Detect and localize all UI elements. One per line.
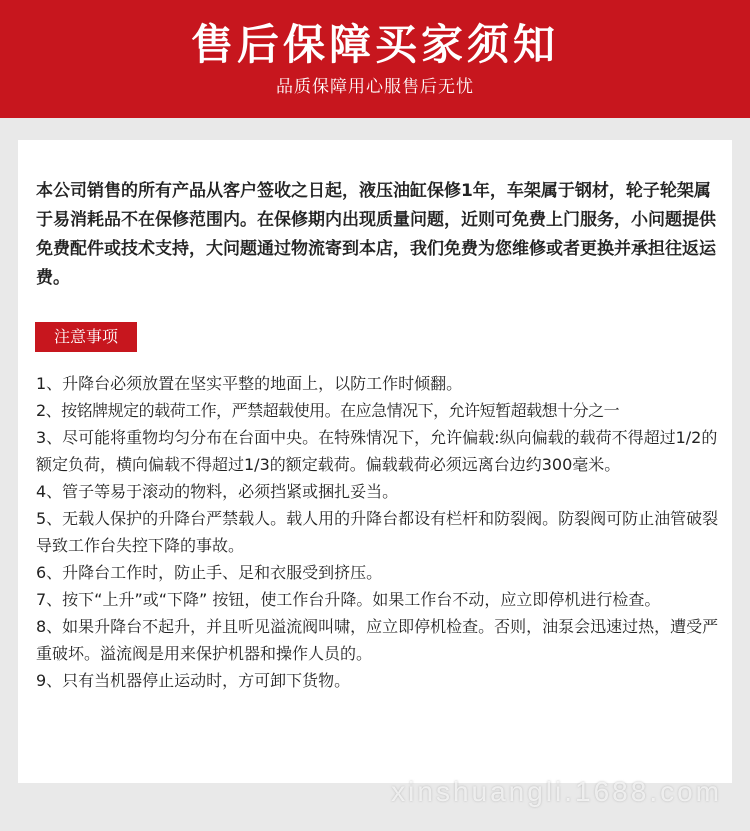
warranty-intro: 本公司销售的所有产品从客户签收之日起，液压油缸保修1年，车架属于钢材，轮子轮架属于易消耗品不在保修范围内。在保修期内出现质量问题，近则可免费上门服务，小问题提供免费配件或技术支持，大问题通过物流寄到本店，我们免费为您维修或者更换并承担往返运费。 [36, 181, 716, 288]
content-card [18, 140, 732, 783]
watermark-text: xinshuangli.1688.com [391, 776, 722, 807]
header-banner [0, 0, 750, 118]
notice-item: 6、升降台工作时，防止手、足和衣服受到挤压。 [36, 563, 383, 582]
notice-item: 1、升降台必须放置在坚实平整的地面上，以防工作时倾翻。 [36, 374, 463, 393]
notice-item: 8、如果升降台不起升，并且听见溢流阀叫啸，应立即停机检查。否则，油泵会迅速过热，遭受严重破坏。溢流阀是用来保护机器和操作人员的。 [36, 617, 719, 663]
notice-item: 5、无载人保护的升降台严禁载人。载人用的升降台都设有栏杆和防裂阀。防裂阀可防止油管破裂导致工作台失控下降的事故。 [36, 509, 719, 555]
notice-label: 注意事项 [35, 322, 137, 352]
notice-item: 3、尽可能将重物均匀分布在台面中央。在特殊情况下，允许偏载:纵向偏载的载荷不得超过1/2的额定负荷，横向偏载不得超过1/3的额定载荷。偏载载荷必须远离台边约300毫米。 [36, 428, 718, 474]
notice-item: 4、管子等易于滚动的物料，必须挡紧或捆扎妥当。 [36, 482, 399, 501]
notice-item: 9、只有当机器停止运动时，方可卸下货物。 [36, 671, 351, 690]
page-title: 售后保障买家须知 [190, 20, 559, 69]
notice-list [36, 370, 730, 694]
notice-item: 2、按铭牌规定的载荷工作，严禁超载使用。在应急情况下，允许短暂超载想十分之一 [36, 401, 620, 420]
notice-item: 7、按下“上升”或“下降” 按钮，使工作台升降。如果工作台不动，应立即停机进行检查。 [36, 590, 661, 609]
page-subtitle: 品质保障用心服售后无忧 [276, 77, 474, 97]
